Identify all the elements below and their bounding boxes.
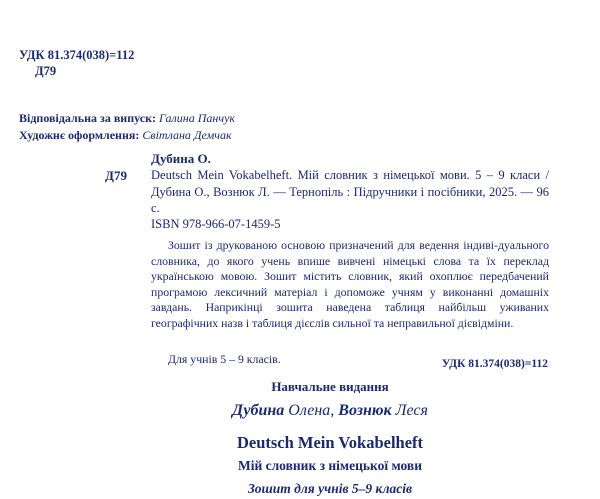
author1-surname: Дубина — [232, 402, 285, 419]
bib-isbn: ISBN 978-966-07-1459-5 — [151, 217, 281, 231]
book-subtitle: Мій словник з німецької мови — [237, 458, 423, 473]
author1-name: Олена, — [288, 402, 335, 419]
credit-design — [19, 128, 232, 143]
bib-description: Deutsch Mein Vokabelheft. Мій словник з німецької мови. 5 – 9 класи / Дубина О., Вознюк Л. — Тернопіль : Підручники і посібники, 2025. — 96 с. — [151, 168, 549, 215]
udk-code: УДК 81.374(038)=112 — [19, 48, 135, 62]
bib-author: Дубина О. — [151, 151, 211, 166]
credit-role: Художнє оформлення: — [19, 128, 140, 142]
author2-name: Леся — [395, 402, 428, 419]
imprint-authors — [0, 402, 600, 420]
edition-type: Навчальне видання — [271, 379, 389, 394]
credit-role: Відповідальна за випуск: — [19, 111, 157, 125]
author2-surname: Вознюк — [338, 402, 392, 419]
book-title: Deutsch Mein Vokabelheft — [236, 433, 424, 452]
bib-udk: УДК 81.374(038)=112 — [441, 358, 548, 370]
bib-annotation: Зошит із друкованою основою призначений для ведення індиві-дуального словника, до якого учень впише вивчені німецькі слова та їх переклад українською мовою. Зошит містить словник, який охоплює передбачений програмою лексичний матеріал і допоможе учням у виконанні домашніх завдань. Наприкінці зошита наведена таблиця найбільш уживаних географічних назв і таблиця дієслів сильної та неправильної дієвідміни. — [151, 238, 549, 330]
bib-audience: Для учнів 5 – 9 класів. — [168, 352, 281, 366]
bib-author-mark: Д79 — [105, 168, 127, 183]
credit-responsible — [19, 111, 235, 126]
credit-person: Світлана Демчак — [142, 128, 232, 142]
book-notebook-line: Зошит для учнів 5–9 класів — [247, 481, 413, 496]
author-mark: Д79 — [35, 64, 57, 78]
credit-person: Галина Панчук — [159, 111, 236, 125]
